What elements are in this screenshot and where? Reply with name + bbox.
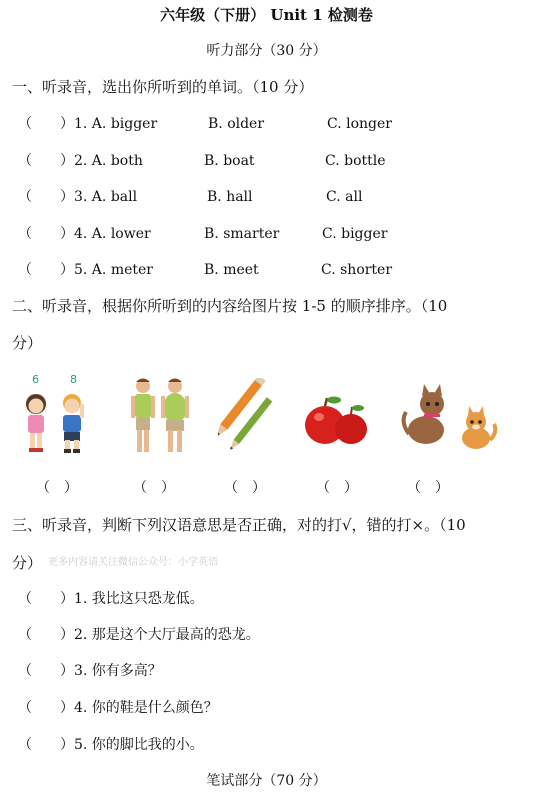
pencils-icon <box>218 378 278 458</box>
age-label: 6 <box>32 373 39 386</box>
answer-blank[interactable]: （ ） <box>18 700 74 716</box>
statement-text: 5. 你的脚比我的小。 <box>74 737 204 753</box>
question-option-a: 5. A. meter <box>74 262 153 278</box>
apples-icon <box>303 393 369 449</box>
question-option-a: 2. A. both <box>74 153 143 169</box>
section1-heading: 一、听录音，选出你所听到的单词。（10 分） <box>12 78 314 96</box>
question-option-a: 1. A. bigger <box>74 116 158 132</box>
question-option-c: C. longer <box>327 116 392 132</box>
question-option-b: B. meet <box>204 262 259 278</box>
age-label: 8 <box>70 373 77 386</box>
question-option-c: C. shorter <box>321 262 393 278</box>
question-option-b: B. smarter <box>204 226 280 242</box>
question-option-a: 4. A. lower <box>74 226 151 242</box>
statement-text: 3. 你有多高？ <box>74 663 162 679</box>
answer-blank[interactable]: （ ） <box>18 737 74 753</box>
question-option-c: C. all <box>326 189 363 205</box>
answer-blank[interactable]: （ ） <box>18 153 74 169</box>
statement-text: 1. 我比这只恐龙低。 <box>74 591 204 607</box>
section3-heading-cont: 分） <box>12 554 43 572</box>
order-blank[interactable]: （ ） <box>407 480 449 496</box>
answer-blank[interactable]: （ ） <box>18 226 74 242</box>
statement-text: 2. 那是这个大厅最高的恐龙。 <box>74 627 260 643</box>
two-men-icon <box>126 372 196 462</box>
answer-blank[interactable]: （ ） <box>18 116 74 132</box>
answer-blank[interactable]: （ ） <box>18 262 74 278</box>
writing-header: 笔试部分（70 分） <box>206 773 327 789</box>
question-option-b: B. boat <box>204 153 255 169</box>
question-option-c: C. bottle <box>325 153 386 169</box>
order-blank[interactable]: （ ） <box>224 480 266 496</box>
section3-heading: 三、听录音，判断下列汉语意思是否正确，对的打√，错的打×。（10 <box>12 516 466 534</box>
answer-blank[interactable]: （ ） <box>18 627 74 643</box>
order-blank[interactable]: （ ） <box>133 480 175 496</box>
section2-heading: 二、听录音，根据你所听到的内容给图片按 1-5 的顺序排序。（10 <box>12 297 448 315</box>
statement-text: 4. 你的鞋是什么颜色？ <box>74 700 218 716</box>
watermark-text: 更多内容请关注微信公众号：小学英语 <box>48 557 218 568</box>
question-option-c: C. bigger <box>322 226 388 242</box>
section2-heading-cont: 分） <box>12 334 43 352</box>
listening-header: 听力部分（30 分） <box>206 43 327 59</box>
order-blank[interactable]: （ ） <box>316 480 358 496</box>
answer-blank[interactable]: （ ） <box>18 189 74 205</box>
question-option-a: 3. A. ball <box>74 189 138 205</box>
question-option-b: B. hall <box>207 189 253 205</box>
answer-blank[interactable]: （ ） <box>18 663 74 679</box>
order-blank[interactable]: （ ） <box>36 480 78 496</box>
cats-icon <box>400 382 500 454</box>
question-option-b: B. older <box>208 116 265 132</box>
page-title: 六年级（下册） Unit 1 检测卷 <box>160 6 373 24</box>
answer-blank[interactable]: （ ） <box>18 591 74 607</box>
two-kids-icon <box>18 372 90 462</box>
